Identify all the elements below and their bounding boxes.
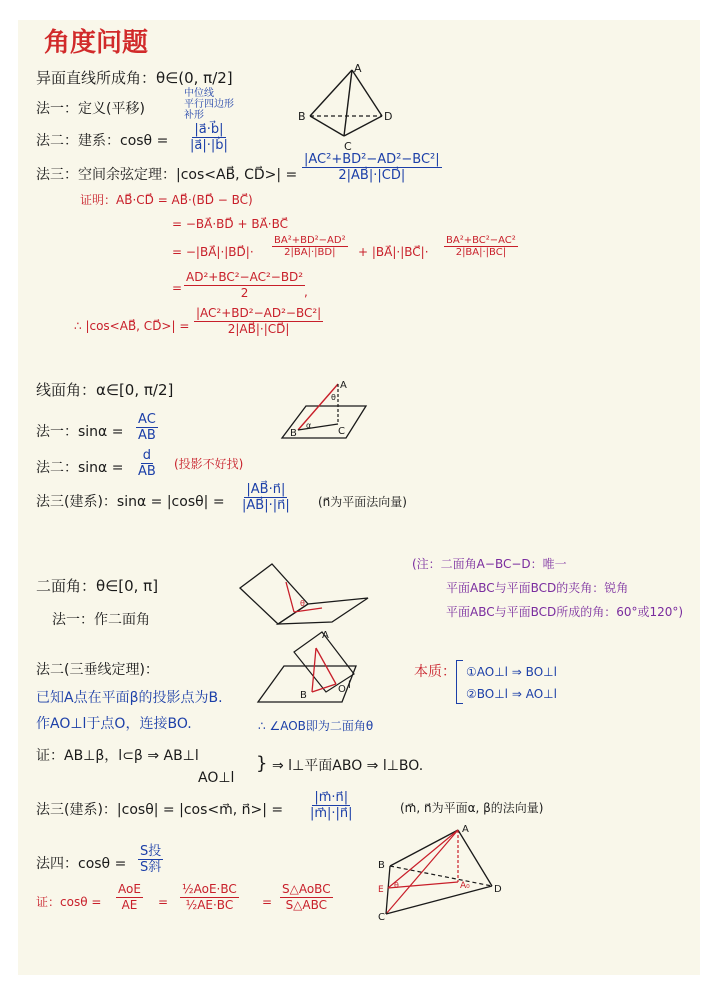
skew-proof-3a-fraction [272,235,348,258]
dihedral-m2-line-1: 已知A点在平面β的投影点为B. [36,690,223,706]
dihedral-proof-top: 证：AB⊥β，l⊂β ⇒ AB⊥l [36,748,199,764]
dihedral-m3-note: (m⃗, n⃗为平面α, β的法向量) [400,801,544,815]
skew-proof-line-3a: = −|BA⃗|·|BD⃗|· [172,245,254,259]
essence-item-1: ①AO⊥l ⇒ BO⊥l [466,665,557,679]
dihedral-note-line-3: 平面ABC与平面BCD所成的角：60°或120°) [446,605,684,619]
skew-method-3-label: 法三：空间余弦定理：|cos<AB⃗, CD⃗>| = [36,167,298,183]
pa-fig-label-theta: θ [394,881,399,890]
lp-fig-label-b: B [290,428,297,439]
skew-m2-numerator: |a⃗·b⃗| [194,122,224,137]
skew-proof-4-num: AD²+BC²−AC²−BD² [186,270,304,284]
dihedral-method-3-label: 法三(建系)：|cosθ| = |cos<m⃗, n⃗>| = [36,802,284,818]
lp-fig-label-c: C [338,426,345,437]
tetra-label-d: D [384,110,393,123]
tp-fig-label-l: l [348,680,351,691]
essence-item-2: ②BO⊥l ⇒ AO⊥l [466,687,557,701]
lp-m2-num: d [142,448,152,463]
dihedral-m3-num: |m⃗·n⃗| [314,790,349,805]
lp-m3-den: |AB⃗|·|n⃗| [242,498,290,513]
skew-proof-4-fraction [184,270,305,301]
proof4-f3-den: S△ABC [285,898,328,912]
skew-m2-denominator: |a⃗|·|b⃗| [190,138,228,153]
skew-proof-3b-num: BA²+BC²−AC² [446,235,516,246]
lp-m1-num: AC [138,412,156,427]
tetra-label-b: B [298,110,306,123]
dihedral-proof4-label: 证：cosθ = [36,895,102,909]
dihedral-m4-num: S投 [140,844,162,859]
dihedral-m4-fraction [138,844,163,875]
lp-m2-den: AB [138,464,156,479]
lp-method-2-label: 法二：sinα = [36,460,124,476]
proof4-equals-1: = [158,895,169,909]
proof4-f2-den: ½AE·BC [185,898,234,912]
dihedral-m3-den: |m⃗|·|n⃗| [310,806,353,821]
lp-m2-fraction [136,448,158,479]
skew-proof-3b-fraction [444,235,518,258]
skew-method-1: 法一：定义(平移) [36,101,145,117]
three-perpendiculars-figure [250,626,360,708]
lp-method-3-label: 法三(建系)：sinα = |cosθ| = [36,494,225,510]
skew-m3-numerator: |AC²+BD²−AD²−BC²| [304,152,440,167]
lp-m3-num: |AB⃗·n⃗| [246,482,286,497]
skew-proof-line-1: 证明：AB⃗·CD⃗ = AB⃗·(BD⃗ − BC⃗) [80,193,253,207]
lp-m1-fraction [136,412,158,443]
proof4-fraction-2 [180,882,239,913]
skew-m1-note-3: 补形 [184,110,204,121]
lp-fig-label-a: A [340,380,347,391]
skew-proof-3a-num: BA²+BD²−AD² [274,235,346,246]
skew-proof-line-4-suffix: , [304,285,308,299]
pa-fig-label-a: A [462,824,469,835]
skew-m1-note-1: 中位线 [184,88,214,99]
lp-fig-label-theta: θ [331,393,336,402]
dihedral-heading: 二面角：θ∈[0, π] [36,577,159,595]
skew-therefore-fraction [194,306,323,337]
dihedral-m4-den: S斜 [140,860,162,875]
dihedral-method-2-title: 法二(三垂线定理)： [36,662,159,678]
dihedral-method-4-label: 法四：cosθ = [36,856,127,872]
dihedral-m2-line-2: 作AO⊥l于点O，连接BO. [36,716,192,732]
skew-proof-3b-den: 2|BA|·|BC| [455,247,507,258]
skew-heading: 异面直线所成角：θ∈(0, π/2] [36,69,233,87]
pa-fig-label-d: D [494,884,502,895]
skew-therefore-num: |AC²+BD²−AD²−BC²| [196,306,322,320]
page-title: 角度问题 [44,28,149,58]
pa-fig-label-c: C [378,912,385,923]
line-plane-figure [276,378,376,444]
lp-m2-note: (投影不好找) [174,457,244,471]
skew-m3-fraction [302,152,442,183]
lp-m1-den: AB [138,428,156,443]
pa-fig-label-b: B [378,860,385,871]
dihedral-method-1: 法一：作二面角 [52,612,150,628]
skew-therefore-label: ∴ |cos<AB⃗, CD⃗>| = [74,319,190,333]
proof4-fraction-3 [280,882,333,913]
skew-therefore-den: 2|AB⃗|·|CD⃗| [227,322,290,336]
dihedral-proof-bottom: AO⊥l [198,770,235,786]
dihedral-proof-conclusion: ⇒ l⊥平面ABO ⇒ l⊥BO. [272,758,424,774]
tetra-label-a: A [354,62,362,75]
lp-m3-note: (n⃗为平面法向量) [318,495,407,509]
tetra-label-c: C [344,140,352,153]
skew-m1-note-2: 平行四边形 [184,99,234,110]
planes-fig-label-theta: θ [300,599,305,608]
skew-proof-line-3b: + |BA⃗|·|BC⃗|· [358,245,429,259]
essence-label: 本质： [414,664,456,680]
skew-proof-3a-den: 2|BA|·|BD| [284,247,336,258]
lp-fig-label-alpha: α [306,421,312,430]
dihedral-m2-conclusion: ∴ ∠AOB即为二面角θ [258,719,374,733]
dihedral-note-line-1: (注：二面角A−BC−D：唯一 [412,557,567,571]
line-plane-heading: 线面角：α∈[0, π/2] [36,381,174,399]
skew-m3-denominator: 2|AB⃗|·|CD⃗| [338,168,406,183]
lp-m3-fraction [240,482,292,513]
proof4-f3-num: S△AoBC [282,882,331,896]
dihedral-note-line-2: 平面ABC与平面BCD的夹角：锐角 [446,581,629,595]
proof4-fraction-1 [116,882,143,913]
tp-fig-label-a: A [322,630,329,641]
dihedral-planes-figure [232,560,372,626]
tetrahedron-figure [296,62,406,152]
tp-fig-label-o: O [338,684,346,695]
lp-method-1-label: 法一：sinα = [36,424,124,440]
pa-fig-label-a0: A₀ [460,881,470,891]
proof4-equals-2: = [262,895,273,909]
skew-proof-line-2: = −BA⃗·BD⃗ + BA⃗·BC⃗ [172,217,288,231]
skew-method-2-label: 法二：建系：cosθ = [36,133,169,149]
proof4-f1-den: AE [121,898,138,912]
proof4-f1-num: AoE [118,882,141,896]
proof-brace: } [256,753,268,774]
pa-fig-label-e: E [378,885,384,895]
skew-proof-4-den: 2 [240,286,249,300]
dihedral-m3-fraction [308,790,355,821]
proof4-f2-num: ½AoE·BC [182,882,237,896]
skew-m2-fraction [188,122,230,153]
essence-bracket [456,660,463,704]
projected-area-figure [374,822,514,922]
tp-fig-label-b: B [300,690,307,701]
skew-proof-line-4-prefix: = [172,281,183,295]
